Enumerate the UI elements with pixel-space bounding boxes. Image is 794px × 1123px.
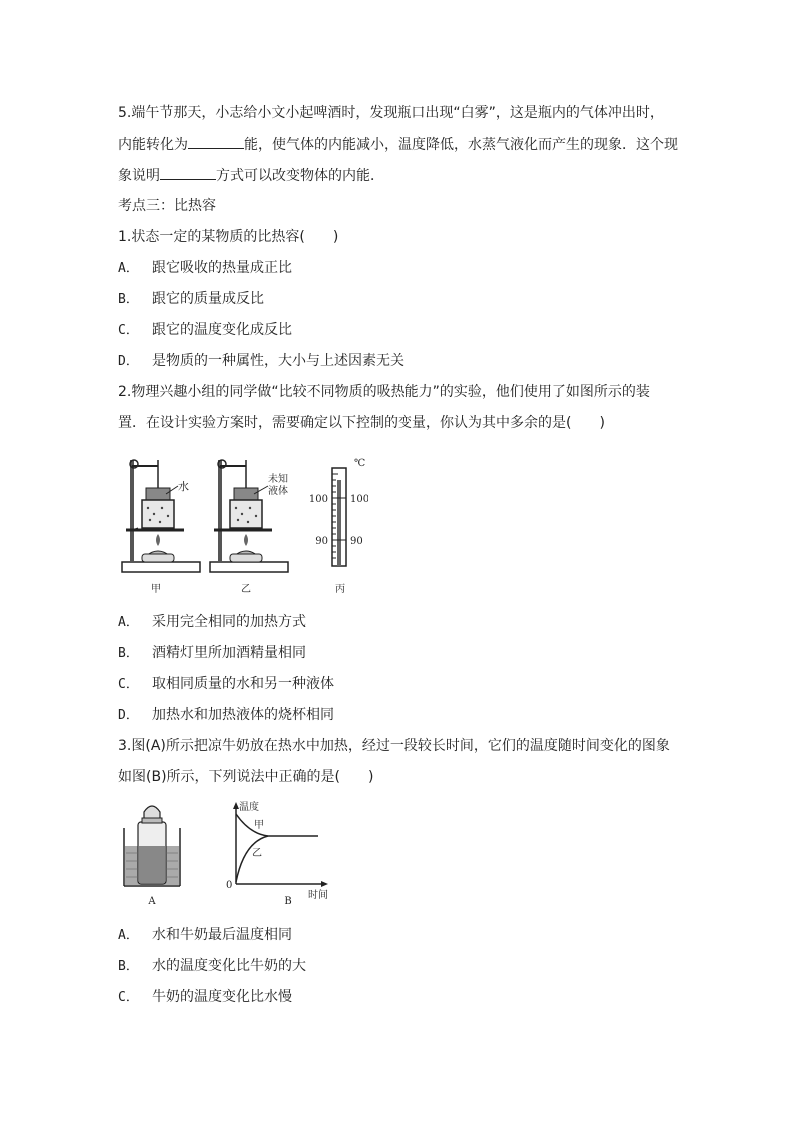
tick-90-right: 90 xyxy=(350,536,363,547)
y-axis-label: 温度 xyxy=(239,802,259,813)
q2-option-b[interactable]: B． 酒精灯里所加酒精量相同 xyxy=(118,645,306,661)
apparatus-yi xyxy=(210,460,288,595)
q3-option-a[interactable]: A． 水和牛奶最后温度相同 xyxy=(118,927,292,943)
curve-jia xyxy=(236,814,318,836)
tick-100-right: 100 xyxy=(350,494,368,505)
q1-stem: 1.状态一定的某物质的比热容( ) xyxy=(118,229,339,245)
q2-figure xyxy=(118,450,368,602)
caption-jia: 甲 xyxy=(151,584,161,595)
q1-option-a[interactable]: A． 跟它吸收的热量成正比 xyxy=(118,260,292,276)
q2-option-a[interactable]: A． 采用完全相同的加热方式 xyxy=(118,614,306,630)
q5-line3-b: 方式可以改变物体的内能． xyxy=(216,168,384,184)
thermometer-bing xyxy=(309,458,368,595)
q5-line3 xyxy=(118,165,384,186)
q5-blank-2[interactable] xyxy=(160,165,216,180)
q5-line2-b: 能，使气体的内能减小，温度降低，水蒸气液化而产生的现象．这个现 xyxy=(244,137,678,153)
q1-option-b[interactable]: B． 跟它的质量成反比 xyxy=(118,291,264,307)
q5-line2 xyxy=(118,134,678,155)
figure-a-bottle-bath xyxy=(124,806,180,907)
figure-b-graph xyxy=(226,800,328,907)
curve-yi xyxy=(236,836,268,882)
caption-bing: 丙 xyxy=(335,584,345,595)
q5-line1: 5.端午节那天，小志给小文小起啤酒时，发现瓶口出现“白雾”，这是瓶内的气体冲出时， xyxy=(118,105,664,121)
q5-line3-a: 象说明 xyxy=(118,168,160,184)
thermo-unit: ℃ xyxy=(354,458,366,469)
apparatus-jia xyxy=(122,460,200,595)
label-water: 水 xyxy=(178,480,189,493)
q2-line1: 2.物理兴趣小组的同学做“比较不同物质的吸热能力”的实验，他们使用了如图所示的装 xyxy=(118,384,650,400)
q1-option-d[interactable]: D． 是物质的一种属性，大小与上述因素无关 xyxy=(118,353,404,369)
caption-b: B xyxy=(284,896,292,907)
curve-jia-label: 甲 xyxy=(254,820,264,831)
q2-option-c[interactable]: C． 取相同质量的水和另一种液体 xyxy=(118,676,334,692)
q3-line1: 3.图(A)所示把凉牛奶放在热水中加热，经过一段较长时间，它们的温度随时间变化的图象 xyxy=(118,738,670,754)
q1-option-c[interactable]: C． 跟它的温度变化成反比 xyxy=(118,322,292,338)
q3-figure xyxy=(118,798,358,914)
q5-blank-1[interactable] xyxy=(188,134,244,149)
q3-option-c[interactable]: C． 牛奶的温度变化比水慢 xyxy=(118,989,292,1005)
caption-yi: 乙 xyxy=(241,584,251,595)
section-heading: 考点三：比热容 xyxy=(118,198,216,214)
curve-yi-label: 乙 xyxy=(252,848,262,859)
label-liquid-1: 未知 xyxy=(268,474,288,485)
q3-option-b[interactable]: B． 水的温度变化比牛奶的大 xyxy=(118,958,306,974)
q2-option-d[interactable]: D． 加热水和加热液体的烧杯相同 xyxy=(118,707,334,723)
q2-line2: 置．在设计实验方案时，需要确定以下控制的变量，你认为其中多余的是( ) xyxy=(118,415,605,431)
q3-line2: 如图(B)所示，下列说法中正确的是( ) xyxy=(118,769,374,785)
x-axis-label: 时间 xyxy=(308,890,328,901)
label-liquid-2: 液体 xyxy=(268,486,288,497)
caption-a: A xyxy=(148,896,156,907)
tick-100-left: 100 xyxy=(308,494,328,505)
tick-90-left: 90 xyxy=(315,536,328,547)
origin-label: 0 xyxy=(226,880,233,891)
q5-line2-a: 内能转化为 xyxy=(118,137,188,153)
